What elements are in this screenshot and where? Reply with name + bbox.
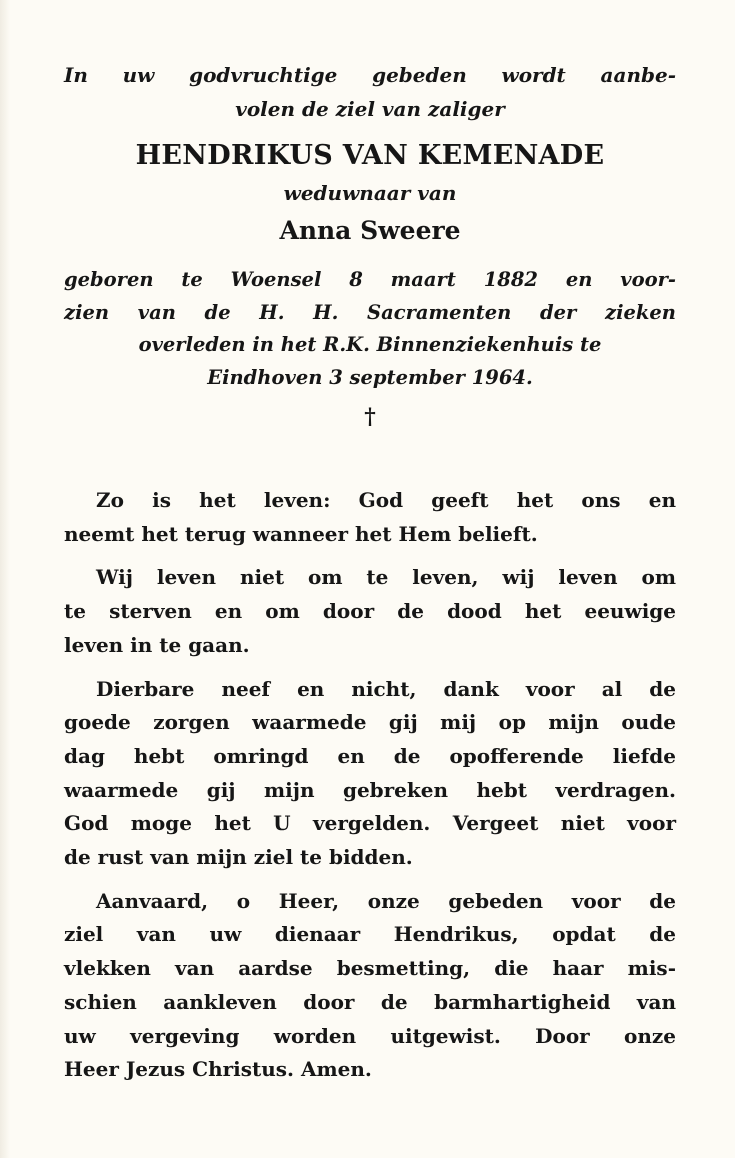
paragraph-line: Heer Jezus Christus. Amen. (64, 1057, 372, 1082)
deceased-name: HENDRIKUS VAN KEMENADE (135, 140, 605, 171)
paragraph-line: Zo is het leven: God geeft het ons en (96, 488, 676, 512)
paragraph-line: te sterven en om door de dood het eeuwige (64, 599, 676, 624)
paragraph (64, 673, 676, 875)
paragraph-line: de rust van mijn ziel te bidden. (64, 845, 413, 870)
card-content (64, 58, 676, 1087)
paragraph-line: uw vergeving worden uitgewist. Door onze (64, 1023, 676, 1048)
spouse-name: Anna Sweere (279, 216, 461, 245)
intro-text (64, 58, 676, 126)
widower-of-label: weduwnaar van (283, 181, 457, 205)
details-line: overleden in het R.K. Binnenziekenhuis te (138, 333, 602, 356)
paragraph-line: Aanvaard, o Heer, onze gebeden voor de (96, 888, 676, 913)
paragraph-line: dag hebt omringd en de opofferende liefde (64, 743, 676, 768)
paragraph-line: waarmede gij mijn gebreken hebt verdragen. (64, 777, 676, 802)
cross-icon: † (364, 404, 376, 430)
paragraph-line: schien aankleven door de barmhartigheid van (64, 989, 676, 1014)
details-line: zien van de H. H. Sacramenten der zieken (64, 300, 676, 324)
paragraph-line: leven in te gaan. (64, 632, 250, 657)
paragraph-line: God moge het U vergelden. Vergeet niet voor (64, 811, 676, 836)
paragraph-line: goede zorgen waarmede gij mij op mijn oude (64, 710, 676, 735)
paragraph (64, 561, 676, 662)
paragraph-line: Dierbare neef en nicht, dank voor al de (96, 676, 676, 701)
intro-line: In uw godvruchtige gebeden wordt aanbe- (64, 63, 676, 87)
paragraph (64, 885, 676, 1087)
paragraph-line: vlekken van aardse besmetting, die haar mis- (64, 956, 676, 981)
paragraph-line: ziel van uw dienaar Hendrikus, opdat de (64, 922, 676, 947)
paragraph (64, 484, 676, 551)
card-edge (0, 0, 10, 1158)
paragraph-line: neemt het terug wanneer het Hem belieft. (64, 521, 538, 546)
intro-line: volen de ziel van zaliger (235, 97, 505, 121)
birth-death-details (64, 264, 676, 394)
paragraph-line: Wij leven niet om te leven, wij leven om (96, 565, 676, 590)
details-line: geboren te Woensel 8 maart 1882 en voor- (64, 268, 676, 291)
details-line: Eindhoven 3 september 1964. (207, 365, 533, 389)
